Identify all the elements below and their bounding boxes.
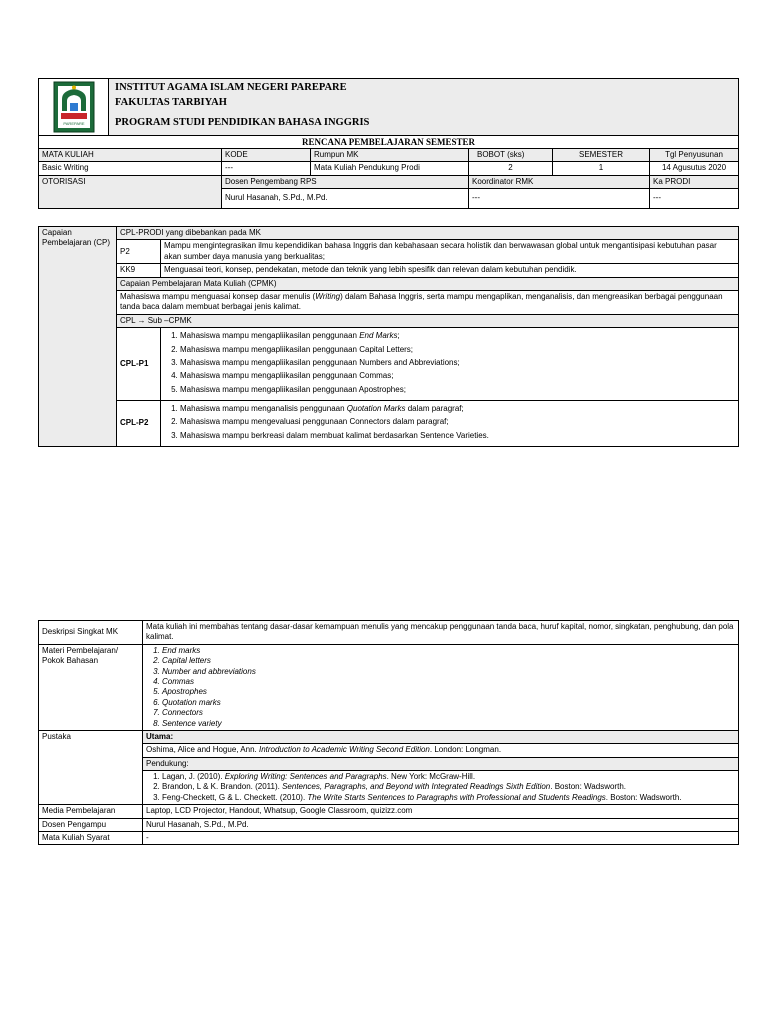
h-semester-2: SEMESTER (553, 149, 650, 162)
pendukung-item-post: . New York: McGraw-Hill. (386, 772, 476, 782)
cpl-p1-item-pre: Mahasiswa mampu mengapliikasilan penggunaan Commas; (180, 371, 394, 381)
course-semester: 1 (553, 162, 650, 175)
pendukung-item (162, 793, 735, 803)
cpl-p1-item (180, 345, 735, 355)
sub-cpmk-title: CPL → Sub –CPMK (117, 314, 739, 327)
cpl-p2-item-pre: Mahasiswa mampu menganalisis penggunaan (180, 404, 347, 414)
cpl-p1-item-pre: Mahasiswa mampu mengapliikasilan penggunaan Numbers and Abbreviations; (180, 357, 460, 367)
course-group: Mata Kuliah Pendukung Prodi (311, 162, 469, 175)
materi-list (146, 646, 735, 729)
materi-item: 8. Sentence variety (162, 719, 735, 729)
cpl-p2-item (180, 431, 735, 441)
dosen-text: Nurul Hasanah, S.Pd., M.Pd. (143, 818, 739, 831)
cpmk-italic: Writing (315, 291, 341, 301)
cpmk-pre: Mahasiswa mampu menguasai konsep dasar menulis ( (120, 291, 316, 301)
h-credit-2: BOBOT (sks) (469, 149, 553, 162)
pendukung-item (162, 772, 735, 782)
utama-pre: Oshima, Alice and Hogue, Ann. (146, 745, 259, 755)
cpl-p2-item (180, 417, 735, 427)
description-text: Mata kuliah ini membahas tentang dasar-dasar kemampuan menulis yang mencakup penggunaan tanda baca, huruf kapital, nomor, singkatan, penghubung, dan pola kalimat. (143, 621, 739, 645)
cp-table (38, 226, 739, 447)
developer-name: Nurul Hasanah, S.Pd., M.Pd. (222, 189, 469, 209)
doc-title: RENCANA PEMBELAJARAN SEMESTER (39, 136, 739, 151)
cpl-p1-item (180, 371, 735, 381)
cpl-p1-list (164, 331, 735, 395)
utama-ref (143, 744, 739, 757)
materi-item: 5. Apostrophes (162, 687, 735, 697)
materi-item: 6. Quotation marks (162, 698, 735, 708)
logo-cell (39, 79, 109, 136)
pendukung-item-it: Exploring Writing: Sentences and Paragraphs (224, 772, 387, 782)
materi-item: 3. Number and abbreviations (162, 667, 735, 677)
cpmk-text (117, 290, 739, 314)
cpl-p2-item-it: Quotation Marks (346, 404, 406, 414)
cpl-p1-item (180, 358, 735, 368)
program-name: PROGRAM STUDI PENDIDIKAN BAHASA INGGRIS (115, 117, 370, 129)
cpl-p2-label: CPL-P2 (117, 401, 161, 447)
materi-cell (143, 644, 739, 730)
pendukung-item-it: Sentences, Paragraphs, and Beyond with Integrated Readings Sixth Edition (282, 782, 551, 792)
cpl-p2-list (164, 404, 735, 441)
pendukung-item-post: . Boston: Wadsworth. (550, 782, 626, 792)
head-name: --- (650, 189, 739, 209)
materi-item: 4. Commas (162, 677, 735, 687)
cpl-p1-label: CPL-P1 (117, 328, 161, 401)
course-code: --- (222, 162, 311, 175)
h-syarat: Mata Kuliah Syarat (39, 832, 143, 845)
media-text: Laptop, LCD Projector, Handout, Whatsup, Google Classroom, quizizz.com (143, 805, 739, 818)
coordinator-name: --- (469, 189, 650, 209)
pendukung-item-pre: Brandon, L & K. Brandon. (2011). (162, 782, 283, 792)
rps-header-table (38, 78, 739, 151)
p2-text: Mampu mengintegrasikan ilmu kependidikan bahasa Inggris dan kebahasaan secara holistik dan berwawasan global untuk mengantisipasi kebutuhan pasar akan sumber daya manusia yang berkualitas; (161, 240, 739, 264)
kk9-text: Menguasai teori, konsep, pendekatan, metode dan teknik yang lebih spesifik dan relevan dalam kebutuhan pendidik. (161, 264, 739, 277)
cpl-p1-item-post: ; (397, 331, 400, 341)
course-credit: 2 (469, 162, 553, 175)
h-materi: Materi Pembelajaran/ Pokok Bahasan (39, 644, 143, 730)
cpl-p1-item-pre: Mahasiswa mampu mengapliikasilan penggunaan Capital Letters; (180, 344, 414, 354)
faculty-name: FAKULTAS TARBIYAH (115, 96, 227, 108)
cpl-title: CPL-PRODI yang dibebankan pada MK (117, 227, 739, 240)
cpmk-title: Capaian Pembelajaran Mata Kuliah (CPMK) (117, 277, 739, 290)
cpmk-post: ) dalam Bahasa Inggris, serta mampu mengaplikan, menganalisis, dan mengreasikan berbagai penggunaan tanda baca dalam membuat berbagai jenis kalimat. (120, 291, 723, 312)
cpl-p1-item (180, 331, 735, 341)
pendukung-list (146, 772, 735, 803)
h-code-2: KODE (222, 149, 311, 162)
materi-item: 2. Capital letters (162, 656, 735, 666)
h-description: Deskripsi Singkat MK (39, 621, 143, 645)
cpl-p2-item-pre: Mahasiswa mampu berkreasi dalam membuat kalimat berdasarkan Sentence Varieties. (180, 430, 489, 440)
cpl-p2-list-cell (161, 401, 739, 447)
h-course-2: MATA KULIAH (39, 149, 222, 162)
pendukung-item-post: . Boston: Wadsworth. (605, 792, 682, 802)
h-date: Tgl Penyusunan (650, 149, 739, 162)
cpl-p2-item-post: dalam paragraf; (405, 404, 464, 414)
h-pustaka: Pustaka (39, 730, 143, 804)
course-name: Basic Writing (39, 162, 222, 175)
utama-italic: Introduction to Academic Writing Second Edition (258, 745, 430, 755)
institute-logo (53, 81, 95, 133)
pendukung-item-it: The Write Starts Sentences to Paragraphs with Professional and Students Readings (307, 792, 606, 802)
h-coordinator: Koordinator RMK (469, 175, 650, 188)
pendukung-item-pre: Lagan, J. (2010). (162, 772, 225, 782)
kk9-code: KK9 (117, 264, 161, 277)
h-media: Media Pembelajaran (39, 805, 143, 818)
description-table (38, 620, 739, 845)
pendukung-item (162, 782, 735, 792)
h-developer: Dosen Pengembang RPS (222, 175, 469, 188)
h-dosen: Dosen Pengampu (39, 818, 143, 831)
institution-heading (109, 79, 739, 136)
cp-label: Capaian Pembelajaran (CP) (39, 227, 117, 447)
h-authorization: OTORISASI (39, 175, 222, 208)
h-group-2: Rumpun MK (311, 149, 469, 162)
cpl-p1-list-cell (161, 328, 739, 401)
syarat-text: - (143, 832, 739, 845)
cpl-p2-item-pre: Mahasiswa mampu mengevaluasi penggunaan Connectors dalam paragraf; (180, 417, 449, 427)
pendukung-cell (143, 771, 739, 805)
course-date: 14 Agusutus 2020 (650, 162, 739, 175)
cpl-p1-item-pre: Mahasiswa mampu mengapliikasilan penggunaan (180, 331, 360, 341)
rps-info-table (38, 148, 739, 209)
materi-item: 7. Connectors (162, 708, 735, 718)
cpl-p1-item-it: End Marks (359, 331, 398, 341)
pendukung-label: Pendukung: (143, 757, 739, 770)
p2-code: P2 (117, 240, 161, 264)
cpl-p2-item (180, 404, 735, 414)
utama-label: Utama: (143, 730, 739, 743)
h-head: Ka PRODI (650, 175, 739, 188)
utama-post: . London: Longman. (429, 745, 502, 755)
cpl-p1-item-pre: Mahasiswa mampu mengapliikasilan penggunaan Apostrophes; (180, 384, 406, 394)
logo-text: PAREPARE (62, 121, 85, 126)
pendukung-item-pre: Feng-Checkett, G & L. Checkett. (2010). (162, 792, 308, 802)
cpl-p1-item (180, 385, 735, 395)
institute-name: INSTITUT AGAMA ISLAM NEGERI PAREPARE (115, 82, 347, 93)
materi-item: 1. End marks (162, 646, 735, 656)
